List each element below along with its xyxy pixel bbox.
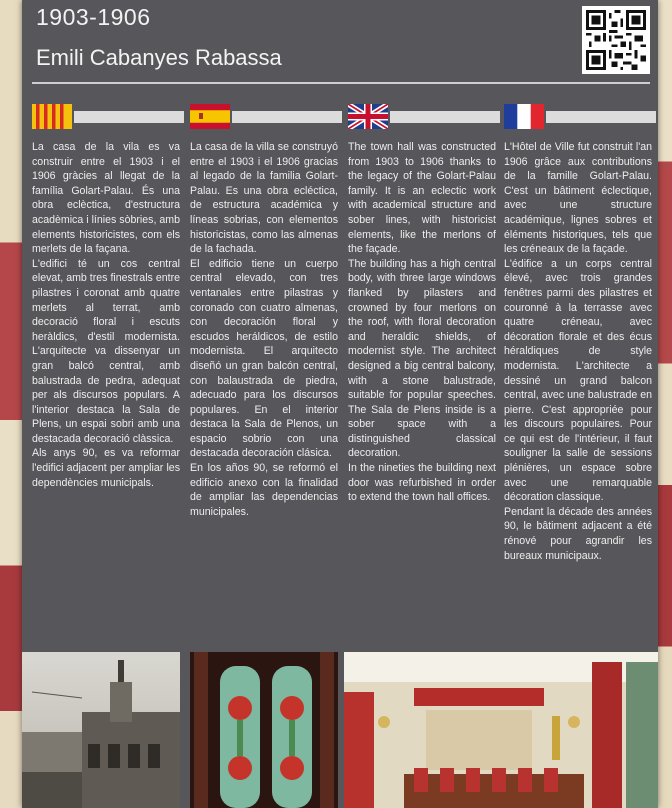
qr-code-icon[interactable] <box>582 6 650 74</box>
french-paragraph: L'Hôtel de Ville fut construit l'an 1906 grâce aux contributions de la famille Golart-Palau. C'est un bâtiment éclectique, avec une structure académique, lignes sobres et éléments historiques, tels que les créneaux de la façade. <box>504 141 652 256</box>
french-flag-icon <box>504 104 544 129</box>
header-divider <box>32 82 650 84</box>
stained-glass-window-photo <box>190 652 338 808</box>
flag-bar <box>390 111 500 123</box>
catalan-text <box>32 140 180 490</box>
spanish-paragraph: En los años 90, se reformó el edificio anexo con la finalidad de ampliar las dependencias municipales. <box>190 462 338 518</box>
photo-strip <box>22 652 658 808</box>
spanish-paragraph: La casa de la villa se construyó entre el 1903 i el 1906 gracias al legado de la familia Golart-Palau. Es una obra ecléctica, de estructura académica y líneas sobrias, con elementos historicistas, como las almenas de la fachada. <box>190 141 338 256</box>
historic-town-hall-photo <box>22 652 180 808</box>
french-paragraph: Pendant la décade des années 90, le bâtiment adjacent a été rénové pour agrandir les bureaux municipaux. <box>504 505 652 562</box>
catalan-flag-icon <box>32 104 72 129</box>
flag-bar <box>546 111 656 123</box>
wall-left <box>0 0 24 808</box>
flag-bar <box>74 111 184 123</box>
header-years: 1903-1906 <box>36 4 151 30</box>
catalan-paragraph: La casa de la vila es va construir entre el 1903 i el 1906 gràcies al llegat de la família Golart-Palau. És una obra eclèctica, d'estructura acadèmica i línies sòbries, amb elements historicistes, com els merlets de la façana. <box>32 141 180 256</box>
catalan-paragraph: Als anys 90, es va reformar l'edifici adjacent per ampliar les dependències municipals. <box>32 447 180 489</box>
spanish-text <box>190 140 338 519</box>
french-paragraph: L'édifice a un corps central élevé, avec trois grandes fenêtres parmi des pilastres et couronné à la terrasse avec quatre créneau, avec décoration florale et des écus héraldiques de style modernista. L'architecte a dessiné un grand balcon central, avec une balustrade en pierre. C'est appropriée pour les discours populaires. Pour ce qui est de l'intérieur, il faut souligner la salle de sessions plénières, un espace sobre avec une remarquable décoration classique. <box>504 257 652 504</box>
english-paragraph: The town hall was constructed from 1903 to 1906 thanks to the legacy of the Golart-Palau family. It is an eclectic work with academical structure and sober lines, with historicist elements, like the merlons of the façade. <box>348 141 496 256</box>
spanish-paragraph: El edificio tiene un cuerpo central elevado, con tres ventanales entre pilastras y coronado con cuatro almenas, con decoración floral y escudos heráldicos, de estilo modernista. El arquitecto diseñó un gran balcón central, con balaustrada de piedra, adecuado para los discursos populares. En el interior destaca la Sala de Plenos, un espacio sobrio con una destacada decoración clásica. <box>190 257 338 460</box>
union-jack-flag-icon <box>348 104 388 129</box>
english-text <box>348 140 496 505</box>
header-name: Emili Cabanyes Rabassa <box>36 45 282 70</box>
english-paragraph: The building has a high central body, with three large windows flanked by pilasters and crowned by four merlons on the roof, with floral decoration and heraldic shields, of modernist style. The architect designed a big central balcony, with a stone balustrade, suitable for popular speeches. The Sala de Plens inside is a sober space with a distinguished classical decoration. <box>348 257 496 460</box>
english-paragraph: In the nineties the building next door was refurbished in order to extend the town hall offices. <box>348 462 496 504</box>
column-spanish <box>190 104 338 519</box>
information-board <box>22 0 658 808</box>
catalan-paragraph: L'edifici té un cos central elevat, amb tres finestrals entre pilastres i coronat amb quatre merlets al terrat, amb decoració floral i escuts heràldics, d'estil modernista. L'arquitecte va dissenyar un gran balcó central, amb balustrada de pedra, adequat per als discursos populars. A l'interior destaca la Sala de Plens, un espai sobri amb una destacada decoració clàssica. <box>32 257 180 445</box>
column-french <box>504 104 652 563</box>
spanish-flag-icon <box>190 104 230 129</box>
council-chamber-interior-photo <box>344 652 658 808</box>
flag-bar <box>232 111 342 123</box>
french-text <box>504 140 652 563</box>
column-english <box>348 104 496 505</box>
column-catalan <box>32 104 180 490</box>
